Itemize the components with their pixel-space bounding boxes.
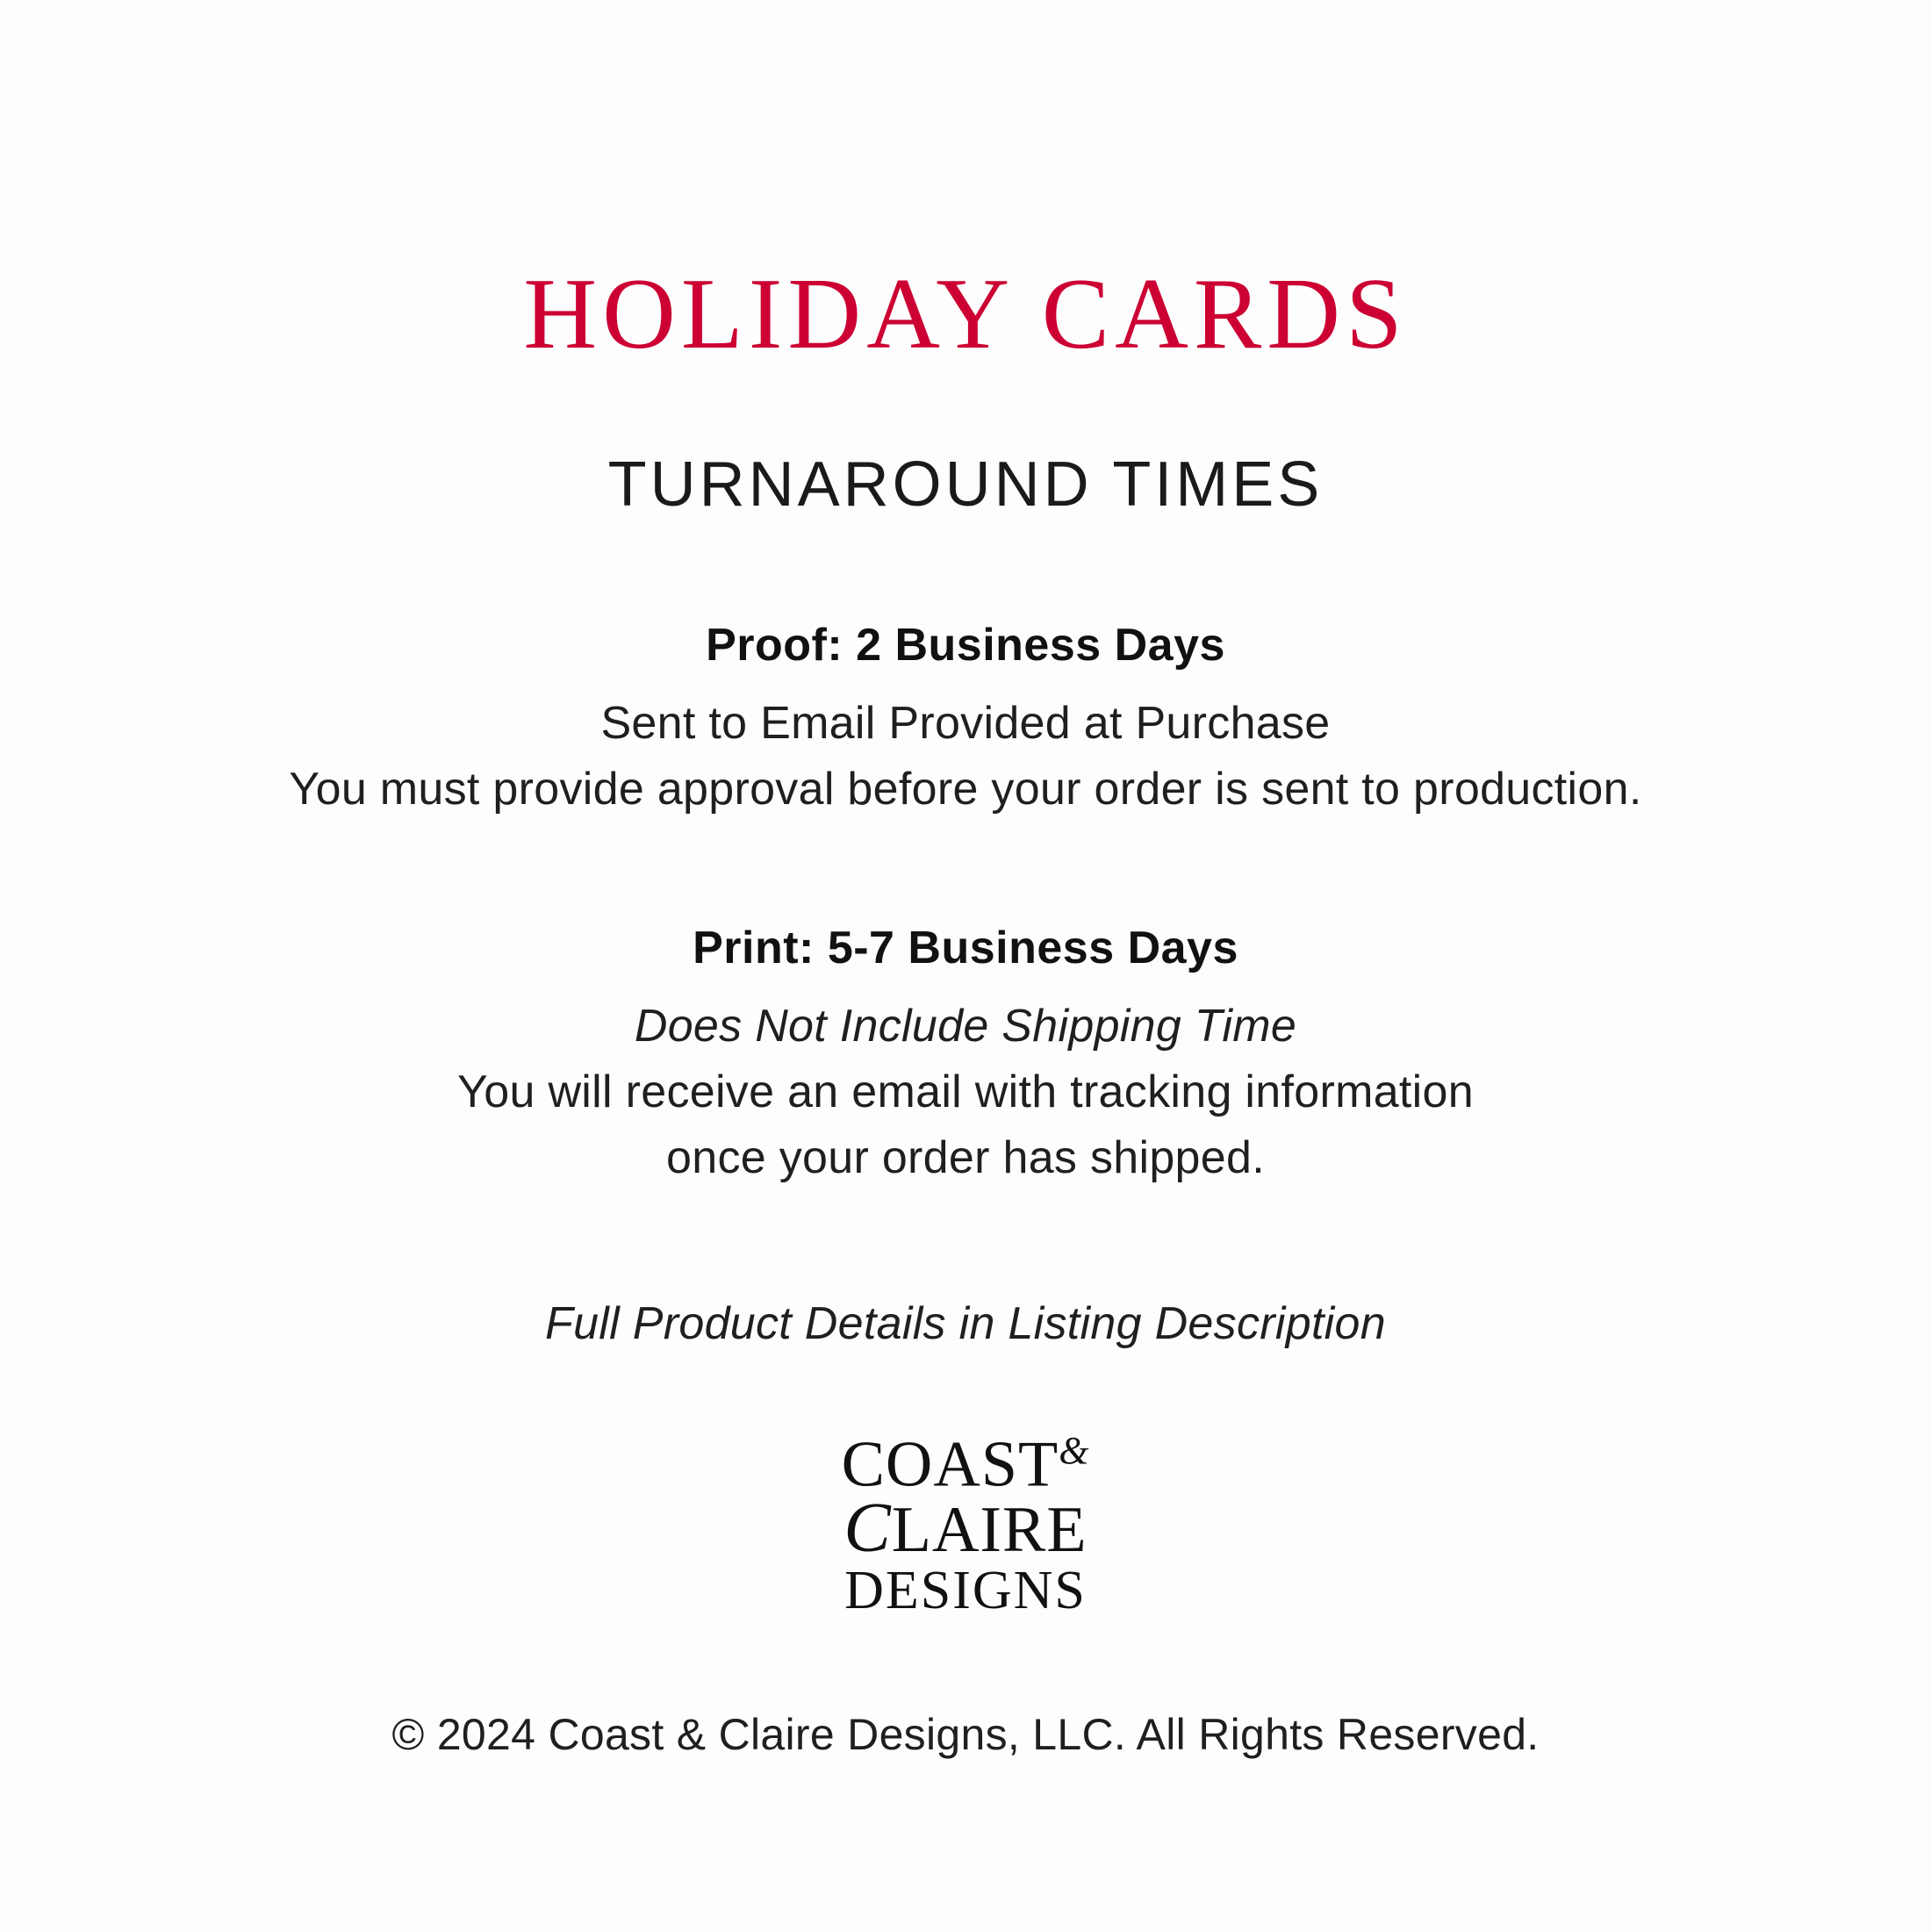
brand-logo [841,1428,1090,1620]
logo-ampersand: & [1059,1429,1090,1473]
page-title: HOLIDAY CARDS [523,258,1408,370]
proof-section [0,617,1931,819]
copyright-text: © 2024 Coast & Claire Designs, LLC. All Rights Reserved. [391,1709,1540,1759]
logo-coast-text: COAST [841,1428,1059,1501]
proof-line-1: Sent to Email Provided at Purchase [600,698,1331,749]
logo-line-1 [841,1428,1090,1501]
full-product-details-note: Full Product Details in Listing Description [545,1298,1386,1350]
page-subtitle: TURNAROUND TIMES [607,449,1324,520]
logo-line-3: DESIGNS [844,1560,1087,1620]
print-line-1: Does Not Include Shipping Time [634,1001,1297,1052]
logo-swash-c: C [843,1489,892,1567]
proof-line-2: You must provide approval before your order is sent to production. [289,763,1642,815]
print-line-3: once your order has shipped. [666,1131,1265,1183]
print-heading: Print: 5-7 Business Days [693,923,1238,974]
logo-line-2 [842,1489,1090,1567]
proof-heading: Proof: 2 Business Days [706,620,1225,671]
print-line-2: You will receive an email with tracking information [457,1066,1474,1117]
logo-claire-text: LAIRE [891,1493,1088,1566]
print-section [0,920,1931,1188]
